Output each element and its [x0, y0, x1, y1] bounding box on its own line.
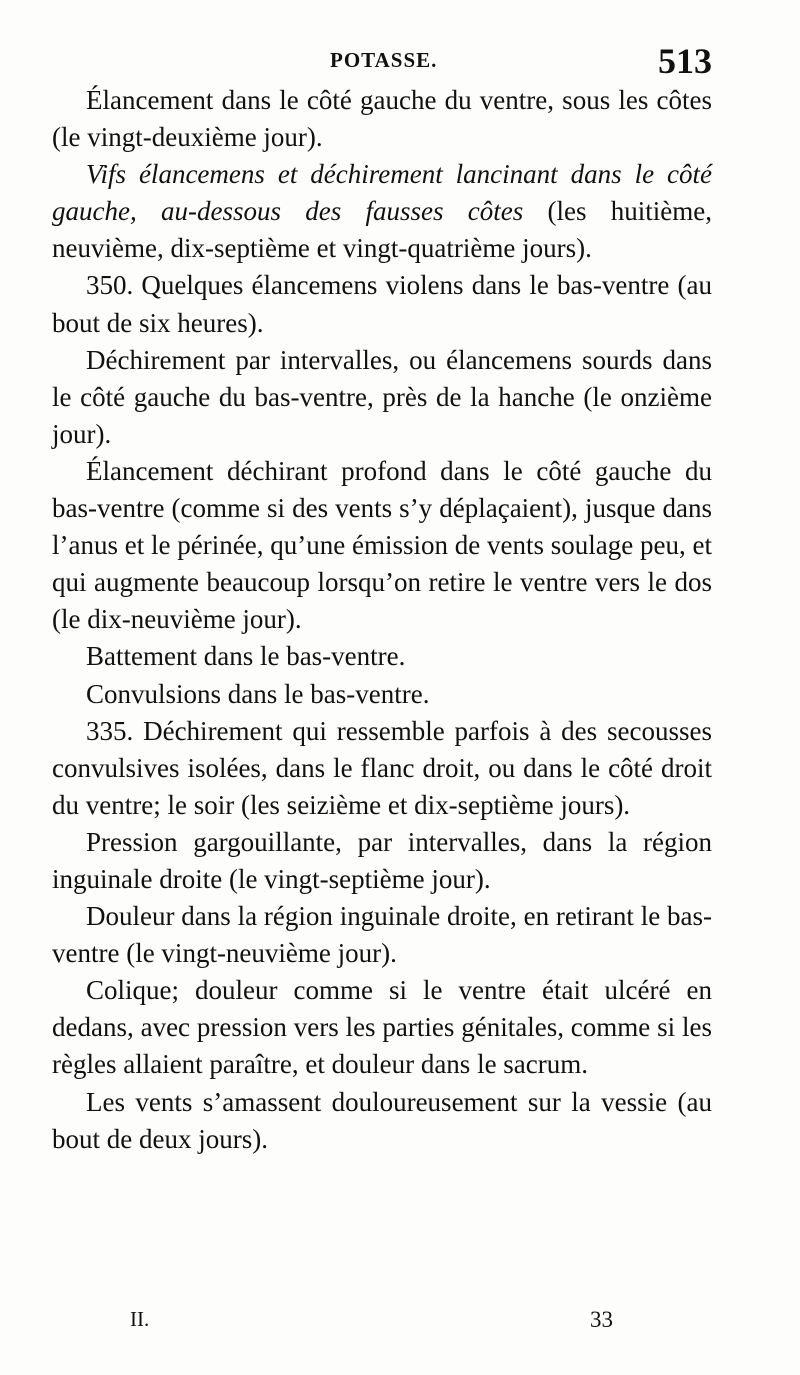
paragraph: 350. Quelques élancemens violens dans le bas-ventre (au bout de six heures).: [52, 270, 712, 338]
running-title: POTASSE.: [330, 48, 438, 72]
paragraph: Douleur dans la région inguinale droite, en retirant le bas-ventre (le vingt-neuvième jour).: [52, 901, 712, 969]
paragraph: 335. Déchirement qui ressemble parfois à des secousses convulsives isolées, dans le flanc droit, ou dans le côté droit du ventre; le soir (les seizième et dix-septième jours).: [52, 715, 712, 820]
paragraph: Vifs élancemens et déchirement lancinant dans le côté gauche, au-dessous des fausses côtes (les huitième, neuvième, dix-septième et vingt-quatrième jours).: [52, 159, 712, 264]
paragraph: Pression gargouillante, par intervalles, dans la région inguinale droite (le vingt-septième jour).: [52, 826, 712, 894]
sheet-number: 33: [590, 1307, 613, 1332]
paragraph: Élancement déchirant profond dans le côté gauche du bas-ventre (comme si des vents s’y déplaçaient), jusque dans l’anus et le périnée, qu’une émission de vents soulage peu, et qui augmente beaucoup lorsqu’on retire le ventre vers le dos (le dix-neuvième jour).: [52, 455, 712, 635]
body-text: [52, 82, 712, 1158]
paragraph: Élancement dans le côté gauche du ventre, sous les côtes (le vingt-deuxième jour).: [52, 85, 712, 153]
paragraph: Battement dans le bas-ventre.: [86, 641, 406, 672]
paragraph: Colique; douleur comme si le ventre était ulcéré en dedans, avec pression vers les parties génitales, comme si les règles allaient paraître, et douleur dans le sacrum.: [52, 975, 712, 1080]
paragraph: Les vents s’amassent douloureusement sur la vessie (au bout de deux jours).: [52, 1086, 712, 1154]
page-footer: [52, 1307, 712, 1337]
paragraph: Convulsions dans le bas-ventre.: [86, 678, 430, 709]
page-number: 513: [658, 41, 712, 81]
signature-mark: II.: [130, 1307, 150, 1331]
running-head: [52, 40, 712, 81]
paragraph: Déchirement par intervalles, ou élancemens sourds dans le côté gauche du bas-ventre, près de la hanche (le onzième jour).: [52, 344, 712, 449]
